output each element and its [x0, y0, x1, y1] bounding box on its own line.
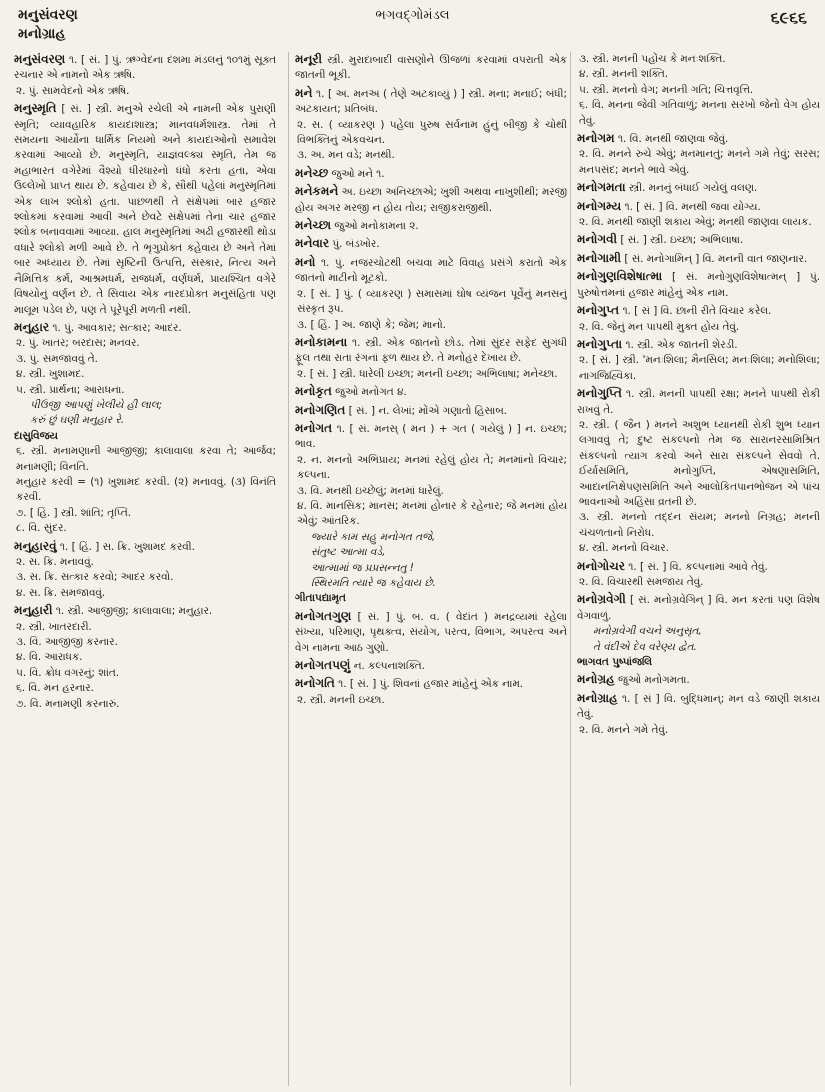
entry-definition: [295, 609, 567, 656]
definition-text: ૩. અ. મન વડે; મનથી.: [297, 149, 395, 162]
entry-definition: [295, 86, 567, 118]
entry-definition: [295, 148, 567, 163]
entry-definition: [295, 52, 567, 84]
entry-definition: [295, 184, 567, 216]
verse-quote-line: પીઉજી આપણું ખેલીયે હી લાલ;: [30, 398, 163, 411]
entry-definition: [295, 421, 567, 453]
entry-definition: [577, 672, 820, 688]
dictionary-entry: [295, 609, 567, 656]
entry-headword: મનોગમ: [577, 131, 615, 146]
definition-text: સ્ત્રી. મનનું બંધાઈ ગયેલું વલણ.: [628, 182, 758, 195]
definition-text: ૪. વિ. આરાધક.: [16, 651, 83, 664]
definition-text: ૩. વિ. આજીજી કરનાર.: [16, 636, 118, 649]
definition-text: ૨. [ સં. ] સ્ત્રી. ધારેલી ઇચ્છા; મનની ઇચ્છા; અભિલાષા; મનેચ્છા.: [297, 367, 558, 380]
entry-definition: [577, 215, 820, 230]
definition-text: ૨. પું. ખાતર; બરદાસ; મનવર.: [16, 337, 140, 350]
verse-quote-line: જ્યારે કામ સહુ મનોગત તજે,: [311, 530, 436, 543]
entry-headword: મનેચ્છ: [295, 165, 329, 180]
entry-definition: [295, 118, 567, 149]
definition-text: [ સં. ] સ્ત્રી. ઇચ્છા; અભિલાષા.: [620, 234, 744, 247]
definition-text: ૨. સ્ત્રી. મનની ઇચ્છા.: [297, 693, 385, 706]
dictionary-entry: [577, 691, 820, 738]
definition-text: ૨. ન. મનનો અભિપ્રાય; મનમાં રહેલું હોય તે; મનમાંનો વિચાર; કલ્પના.: [297, 453, 567, 482]
dictionary-entry: [295, 184, 567, 216]
dictionary-entry: [295, 384, 567, 400]
definition-text: ૧. સ્ત્રી. એક જાતનો છોડ. તેમાં સુંદર સફેદ સુગંધી ફૂલ તથા રાતા રંગનાં ફળ થાય છે. તે મનોહર દેખાય છે.: [295, 336, 567, 365]
entry-definition: [577, 131, 820, 147]
entry-definition: [577, 199, 820, 215]
definition-text: જુઓ મનોગત ૪.: [335, 386, 407, 399]
definition-text: ૬. સ્ત્રી. મનામણાની આજીજી; કાલાવાલા કરવા તે; આર્જવ; મનામણી; વિનતિ.: [16, 445, 276, 473]
entry-headword: મનોકામના: [295, 334, 348, 349]
definition-text: ૧. [ સં. ] પું. ઋગ્વેદના દશમા મંડલનું ૧૦૧મું સૂક્ત રચનાર એ નામનો એક ઋષિ.: [14, 54, 276, 82]
definition-text: ૨. વિ. મનને રુચે એવું; મનમાનતું; મનને ગમે તેવું; સરસ; મનપસંદ; મનને ભાવે એવું.: [579, 148, 820, 176]
dictionary-entry: [295, 218, 567, 234]
entry-definition: [14, 666, 276, 681]
entry-headword: મનોગુપ્તિ: [577, 386, 622, 401]
entry-headword: મનોગામી: [577, 250, 622, 265]
entry-definition: [295, 218, 567, 234]
definition-text: [ સં. ] પું. બ. વ. ( વેદાંત ) મનદ્રવ્યમાં રહેલા સંખ્યા, પરિમાણ, પૃથક્ત્વ, સંયોગ, પરત્વ, વિભાગ, અપરત્વ અને વેગ નામના આઠ ગુણો.: [295, 610, 567, 654]
definition-text: ૪. સ. ક્રિ. સમજાવવું.: [16, 586, 106, 599]
entry-headword: મનોગ્રાહ: [577, 690, 618, 705]
page-number: ૬૯૬૬: [770, 8, 807, 27]
entry-definition: [14, 586, 276, 601]
entry-headword: મનુહાર: [14, 319, 50, 334]
verse-quote-line: સંતુષ્ટ આત્મા વડે,: [311, 546, 386, 559]
entry-columns: [14, 52, 820, 1086]
quote-attribution: ભાગવત પુષ્પાંજલિ: [577, 656, 653, 669]
dictionary-entry: [295, 236, 567, 252]
dictionary-entry: [295, 658, 567, 674]
header-book-title: ભગવદ્ગોમંડલ: [375, 8, 450, 23]
definition-text: ૪. સ્ત્રી. ખુશામદ.: [16, 368, 85, 381]
entry-definition: [577, 723, 820, 738]
dictionary-entry: [14, 320, 276, 537]
entry-definition: [577, 541, 820, 556]
quote-attribution: ગીતાપદ્યામૃત: [295, 592, 346, 605]
dictionary-entry: [577, 131, 820, 178]
dictionary-entry: [14, 603, 276, 712]
definition-text: ૨. વિ. મનને ગમે તેવું.: [579, 723, 669, 736]
dictionary-entry: [577, 386, 820, 556]
entry-definition: [577, 337, 820, 353]
definition-text: ૩. પું. સમજાવવું તે.: [16, 352, 98, 365]
definition-text: મનુહાર કરવી = (૧) ખુશામદ કરવી. (૨) મનાવવું. (૩) વિનંતિ કરવી.: [16, 475, 276, 504]
dictionary-entry: [577, 180, 820, 196]
entry-definition: [14, 697, 276, 712]
definition-text: ૪. વિ. માનસિક; માનસ; મનમાં હોનાર કે રહેનાર; જે મનમાં હોય એવું; આંતરિક.: [297, 499, 567, 528]
entry-headword: મનોગ્રવેગી: [577, 592, 626, 607]
dictionary-entry: [14, 101, 276, 318]
entry-headword: મનુહારવું: [14, 538, 57, 553]
entry-headword: મનુસંવરણ: [14, 52, 66, 66]
definition-text: જુઓ મને ૧.: [331, 167, 385, 180]
verse-quote-line: તે વંદીએ દેવ વરેણ્ય દ્વેત.: [593, 640, 697, 653]
entry-definition: [577, 251, 820, 267]
dictionary-entry: [295, 403, 567, 419]
dictionary-entry: [295, 335, 567, 382]
definition-text: ૧. [ સં. મનસ્ ( મન ) + ગત ( ગયેલું ) ] ન. ઇચ્છા; ભાવ.: [295, 422, 567, 451]
dictionary-entry: [577, 199, 820, 231]
definition-text: ૭. [ હિં. ] સ્ત્રી. શાંતિ; તૃપ્તિ.: [16, 506, 132, 519]
dictionary-entry: [577, 303, 820, 335]
entry-definition: [577, 510, 820, 541]
entry-definition: [295, 335, 567, 367]
entry-headword: મનોગતપણું: [295, 658, 351, 673]
verse-quote-line: આત્મામાં જ પ્રપ્રસન્નતુ !: [311, 561, 414, 574]
entry-definition: [295, 499, 567, 530]
verse-quote-line: સ્થિરમતિ ત્યારે જ કહેવાય છે.: [311, 577, 436, 589]
definition-text: ૪. સ્ત્રી. મનનો વિચાર.: [579, 542, 669, 555]
entry-definition: [14, 101, 276, 318]
definition-text: [ સં. મનોગામિન્ ] વિ. મનની વાત જાણનાર.: [624, 252, 808, 265]
entry-definition: [295, 484, 567, 499]
entry-definition: [14, 650, 276, 665]
dictionary-entry: [14, 539, 276, 602]
entry-definition: [577, 83, 820, 98]
entry-definition: [577, 98, 820, 129]
entry-headword: મનોગવી: [577, 232, 618, 247]
definition-text: ૩. સ્ત્રી. મનની પહોંચ કે મનઃશક્તિ.: [579, 53, 726, 65]
definition-text: ૩. [ હિં. ] અ. જાણે કે; જેમ; માનો.: [297, 318, 446, 331]
definition-text: ૫. સ્ત્રી. મનનો વેગ; મનની ગતિ; ચિત્તવૃત્તિ.: [579, 83, 754, 96]
entry-definition: [295, 287, 567, 318]
entry-definition: [577, 418, 820, 510]
entry-headword: મનોગુણવિશેષાત્મા: [577, 269, 663, 284]
dictionary-entry: [577, 592, 820, 670]
definition-text: ૧. [ સં. ] વિ. મનથી જવા યોગ્ય.: [624, 200, 761, 213]
definition-text: ૩. સ. ક્રિ. સત્કાર કરવો; આદર કરવો.: [16, 571, 174, 584]
entry-definition: [14, 383, 276, 398]
definition-text: ૧. પું. નજરચોટથી બચવા માટે વિવાહ પ્રસંગે કરાતો એક જાતનો માટીનો મૂટકો.: [295, 256, 567, 285]
dictionary-entry: [295, 255, 567, 333]
entry-definition: [14, 620, 276, 635]
definition-text: ૨. વિ. વિચારથી સમજાય તેવું.: [579, 576, 704, 588]
definition-text: ૧. [ અ. મનઅ ( તેણે અટકાવ્યું ) ] સ્ત્રી. મના; મનાઈ; બંધી; અટકાયત; પ્રતિબંધ.: [295, 87, 567, 116]
entry-definition: [577, 691, 820, 723]
entry-definition: [14, 320, 276, 336]
definition-text: ૬. વિ. મનના જેવી ગતિવાળું; મનના સરખો જેનો વેગ હોય તેવું.: [579, 99, 820, 127]
entry-definition: [14, 570, 276, 585]
definition-text: [ સં. મનોગ્રવેગિન્ ] વિ. મન કરતાં પણ વિશેષ વેગવાળું.: [577, 594, 820, 622]
entry-definition: [14, 521, 276, 536]
column-2: [288, 52, 567, 1086]
entry-definition: [14, 506, 276, 521]
entry-definition: [295, 255, 567, 287]
definition-text: ૨. પું. સામવેદનો એક ઋષિ.: [16, 84, 130, 97]
entry-definition: [295, 236, 567, 252]
entry-definition: [295, 403, 567, 419]
entry-headword: મનોગુપ્ત: [577, 303, 620, 318]
dictionary-entry: [295, 166, 567, 182]
entry-definition: [577, 303, 820, 319]
definition-text: ન. કલ્પનાશક્તિ.: [353, 660, 425, 673]
entry-definition: [295, 384, 567, 400]
entry-definition: [14, 367, 276, 382]
entry-headword: મનેકમને: [295, 184, 339, 199]
definition-text: ૫. સ્ત્રી. પ્રાર્થના; આરાધના.: [16, 383, 125, 396]
dictionary-entry: [577, 672, 820, 688]
dictionary-entry: [577, 337, 820, 384]
entry-definition: [14, 555, 276, 570]
dictionary-entry: [577, 232, 820, 248]
entry-definition: [14, 635, 276, 650]
definition-text: ૧. સ્ત્રી. એક જાતની શેરડી.: [625, 338, 738, 351]
verse-quote-line: મનોગ્રવેગી વચને અનુસૃત,: [593, 625, 702, 638]
definition-text: ૨. વિ. મનથી જાણી શકાય એવું; મનથી જાણવા લાયક.: [579, 216, 812, 229]
entry-headword: મનોગતગુણ: [295, 608, 352, 623]
definition-text: ૧. [ સં ] વિ. બુદ્ધિમાન્; મન વડે જાણી શકાય તેવું.: [577, 692, 820, 721]
definition-text: ૧. વિ. મનથી જાણવા જેવું.: [617, 133, 729, 146]
entry-headword: મનોગતિ: [295, 676, 335, 691]
entry-definition: [14, 681, 276, 696]
definition-text: ૪. સ્ત્રી. મનની શક્તિ.: [579, 68, 669, 81]
definition-text: [ સં. ] સ્ત્રી. મનુએ રચેલી એ નામની એક પુરાણી સ્મૃતિ; વ્યાવહારિક કાયદાશાસ્ત્ર; માનવધર્મશાસ્ત્ર. તેમાં તે સમયના આર્યોના ધાર્મિક નિયમો અને કાયદાઓનો સમાવેશ કરવામાં આવ્યો છે. મનુસ્મૃતિ, યાજ્ઞવલ્ક્ય સ્મૃતિ, તેમ જ મહાભારત વગેરેમાં વૈશ્યો ધીરધારનો ધંધો કરતા હતા, એવા ઉલ્લેખો પ્રાપ્ત થાય છે. કહેવાય છે કે, સૌથી પહેલાં મનુસ્મૃતિમાં એક લાખ શ્લોકો હતા. પાછળથી તે સંક્ષેપમાં બાર હજાર શ્લોકમાં કરવામાં આવી અને છેવટે સંક્ષેપમાં તેના ચાર હજાર શ્લોક બનાવવામાં આવ્યા. હાલ મનુસ્મૃતિમાં અઢી હજારથી થોડા વધારે શ્લોકો મળી આવે છે. તે ભૃગુપ્રોક્ત કહેવાય છે અને તેમાં બાર અધ્યાય છે. તેમાં સૃષ્ટિની ઉત્પત્તિ, સંસ્કાર, નિત્ય અને નૈમિત્તિક કર્મ, આશ્રમધર્મ, રાજધર્મ, વર્ણધર્મ, પ્રાયશ્ચિત વગેરે વિષયોનું વર્ણન છે. તે સિવાય એક નારદપ્રોક્ત મનુસંહિતા પણ માલૂમ પડેલ છે, પણ તે પૂરેપૂરી મળતી નથી.: [14, 103, 276, 316]
entry-definition: [577, 67, 820, 82]
definition-text: ૫. વિ. ક્રોધ વગરનું; શાંત.: [16, 666, 120, 679]
entry-definition: [295, 166, 567, 182]
entry-definition: [14, 475, 276, 506]
entry-definition: [577, 180, 820, 196]
definition-text: અ. ઇચ્છા અનિચ્છાએ; ખુશી અથવા નાખુશીથી; મરજી હોય અગર મરજી ન હોય તોય; રાજીકરાજીથી.: [295, 186, 567, 214]
entry-headword: મને: [295, 85, 313, 100]
definition-text: ૧. સ્ત્રી. આજીજી; કાલાવાલા; મનુહાર.: [55, 605, 213, 618]
entry-definition: [14, 444, 276, 475]
definition-text: ૭. વિ. મનામણી કરનારું.: [16, 697, 120, 710]
column-1: [14, 52, 276, 1086]
entry-definition: [577, 575, 820, 590]
entry-definition: [295, 693, 567, 708]
entry-headword: મનૂરી: [295, 52, 323, 66]
entry-headword: મનો: [295, 254, 316, 269]
entry-definition: [295, 658, 567, 674]
entry-headword: મનુસ્મૃતિ: [14, 101, 57, 116]
entry-headword: મનોગણિત: [295, 402, 346, 417]
entry-definition: [14, 352, 276, 367]
definition-text: ૨. વિ. જેનું મન પાપથી મુક્ત હોય તેવું.: [579, 320, 740, 333]
entry-definition: [577, 320, 820, 335]
definition-text: સ્ત્રી. મુરાદાબાદી વાસણોને ઊજળાં કરવામાં વપરાતી એક જાતની ભૂકી.: [295, 54, 567, 82]
entry-headword: મનેવાર: [295, 236, 330, 251]
entry-definition: [577, 269, 820, 301]
entry-headword: મનોગ્રહ: [577, 672, 615, 687]
entry-definition: [14, 539, 276, 555]
definition-text: ૧. [ સં ] વિ. છાની રીતે વિચાર કરેલ.: [622, 305, 772, 318]
entry-headword: મનોગત: [295, 420, 333, 435]
header-first-headword: મનુસંવરણ: [18, 7, 78, 23]
definition-text: ૩. વિ. મનથી ઇચ્છેલું; મનમાં ધારેલું.: [297, 484, 444, 497]
definition-text: ૬. વિ. મન હરનાર.: [16, 682, 94, 695]
definition-text: ૧. [ હિં. ] સ. ક્રિ. ખુશામદ કરવી.: [59, 540, 195, 553]
definition-text: ૩. સ્ત્રી. મનનો તદ્દન સંયમ; મનનો નિગ્રહ; મનની ચંચળતાનો નિરોધ.: [579, 511, 820, 539]
page-header: [12, 6, 813, 46]
dictionary-entry: [295, 676, 567, 708]
definition-text: ૨. [ સં. ] પું. ( વ્યાકરણ ) સમાસમાં ઘોષ વ્યંજન પૂર્વેનું મનસનું સંસ્કૃત રૂપ.: [297, 287, 567, 316]
entry-definition: [295, 676, 567, 692]
entry-headword: મનોગુપ્તા: [577, 336, 623, 351]
entry-definition: [295, 453, 567, 484]
definition-text: ૨. સ્ત્રી. ( જૈન ) મનને અશુભ ધ્યાનથી રોકી શુભ ધ્યાન લગાવવું તે; દુષ્ટ સંકલ્પનો તેમ જ સારાનરસામિશ્રિત સંકલ્પનો ત્યાગ કરવો અને સારા સંકલ્પને સેવવો તે. ઈર્યાસમિતિ, મનોગુપ્તિ, એષણાસમિતિ, આદાનનિક્ષેપણસમિતિ અને આલોકિતપાનભોજન એ પાંચ ભાવનાઓ અહિંસા વ્રતની છે.: [579, 418, 820, 508]
definition-text: પું. બંડખોર.: [332, 238, 380, 251]
entry-headword: મનોકૃત: [295, 384, 332, 399]
definition-text: ૧. પું. આવકાર; સત્કાર; આદર.: [52, 321, 182, 334]
definition-text: ૨. [ સં. ] સ્ત્રી. 'મનઃશિલા; મૈનસિલ; મનઃશિલા; મનોશિલા; નાગજિહ્વિકા.: [579, 354, 820, 382]
entry-headword: મનેચ્છા: [295, 218, 332, 233]
dictionary-entry: [577, 559, 820, 591]
entry-definition: [14, 603, 276, 619]
column-3: [570, 52, 820, 1086]
entry-definition: [14, 84, 276, 99]
definition-text: જુઓ મનોગમતા.: [618, 674, 690, 687]
entry-definition: [295, 367, 567, 382]
entry-headword: મનુહારી: [14, 603, 53, 618]
definition-text: ૧. સ્ત્રી. મનની પાપથી રક્ષા; મનને પાપથી રોકી રાખવું તે.: [577, 388, 820, 416]
entry-definition: [577, 52, 820, 67]
definition-text: ૧. [ સં. ] પું. શિવનાં હજાર માંહેનું એક નામ.: [338, 678, 524, 691]
definition-text: ૨. સ્ત્રી. ખાતરદારી.: [16, 620, 92, 633]
quote-attribution: દાસુવિજય: [14, 429, 58, 442]
entry-definition: [577, 353, 820, 384]
entry-headword: મનોગોચર: [577, 558, 625, 573]
verse-quote-line: કરું છું ઘણી મનુહાર રે.: [30, 414, 125, 427]
dictionary-entry: [577, 251, 820, 267]
dictionary-entry: [295, 52, 567, 84]
definition-text: જુઓ મનોકામના ૨.: [334, 220, 419, 233]
dictionary-entry: [577, 52, 820, 129]
definition-text: [ સં. ] ન. લેખાં; મોંએ ગણાતો હિસાબ.: [348, 404, 507, 417]
entry-headword: મનોગમ્ય: [577, 198, 622, 213]
header-last-headword: મનોગ્રાહ: [18, 26, 66, 42]
definition-text: ૮. વિ. સુંદર.: [16, 522, 67, 535]
dictionary-entry: [295, 421, 567, 607]
entry-headword: મનોગમતા: [577, 180, 626, 195]
dictionary-entry: [577, 269, 820, 301]
entry-definition: [577, 592, 820, 624]
entry-definition: [577, 147, 820, 178]
entry-definition: [577, 386, 820, 418]
definition-text: ૨. સ. ( વ્યાકરણ ) પહેલા પુરુષ સર્વનામ હુંનું બીજી કે ચોથી વિભક્તિનું એકવચન.: [297, 118, 567, 147]
entry-definition: [14, 52, 276, 84]
definition-text: ૨. સ. ક્રિ. મનાવવું.: [16, 556, 94, 568]
dictionary-entry: [295, 86, 567, 164]
dictionary-entry: [14, 52, 276, 99]
definition-text: [ સં. મનોગુણવિશેષાત્મન્ ] પું. પુરુષોત્તમનાં હજાર માંહેનું એક નામ.: [577, 271, 820, 299]
definition-text: ૧. [ સં. ] વિ. કલ્પનામાં આવે તેવું.: [628, 560, 768, 573]
entry-definition: [14, 336, 276, 351]
entry-definition: [577, 559, 820, 575]
entry-definition: [577, 232, 820, 248]
entry-definition: [295, 318, 567, 333]
